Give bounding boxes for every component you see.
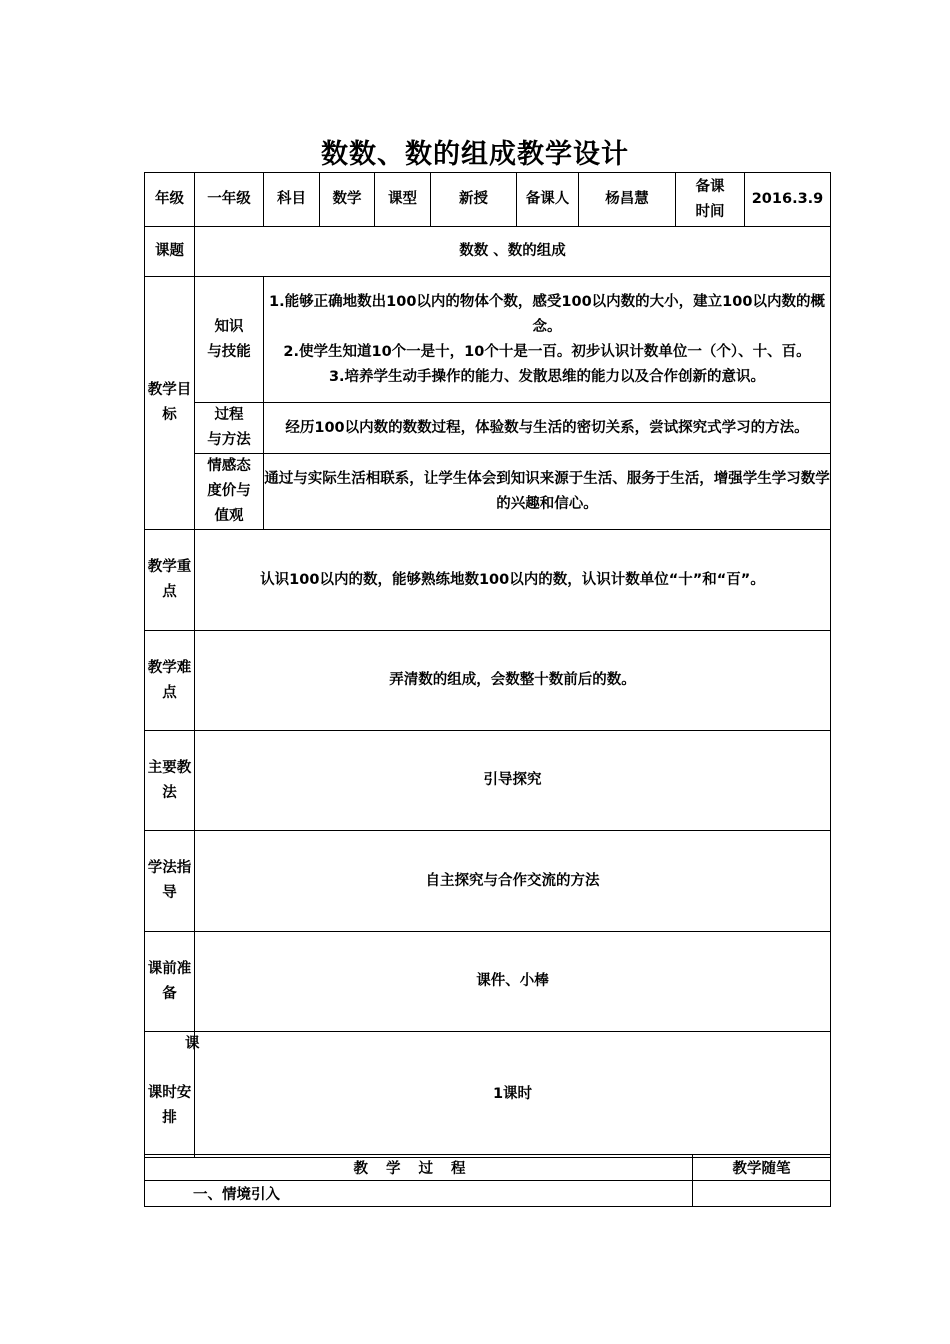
difficulties-value: 弄清数的组成，会数整十数前后的数。 [195,631,831,731]
preparation-value: 课件、小棒 [195,932,831,1032]
emotion-content: 通过与实际生活相联系，让学生体会到知识来源于生活、服务于生活，增强学生学习数学的兴趣和信心。 [264,454,831,530]
process-method-content: 经历100以内数的数数过程，体验数与生活的密切关系，尝试探究式学习的方法。 [264,403,831,454]
preparer-label: 备课人 [517,173,579,227]
lesson-plan-table [144,172,831,1158]
knowledge-label: 知识 与技能 [195,277,264,403]
process-method-label: 过程 与方法 [195,403,264,454]
schedule-label: 课时安排 [145,1032,195,1158]
process-table [144,1154,831,1207]
key-points-label: 教学重点 [145,530,195,631]
document-title: 数数、数的组成教学设计 [321,139,629,170]
notes-cell [693,1181,831,1207]
topic-row [145,227,831,277]
objectives-label: 教学目标 [145,277,195,530]
prep-time-label: 备课 时间 [676,173,745,227]
difficulties-row [145,631,831,731]
methods-label: 主要教法 [145,731,195,831]
schedule-row [145,1032,831,1158]
guidance-value: 自主探究与合作交流的方法 [195,831,831,932]
subject-label: 科目 [264,173,320,227]
methods-value: 引导探究 [195,731,831,831]
header-row [145,173,831,227]
methods-row [145,731,831,831]
key-points-value: 认识100以内的数，能够熟练地数100以内的数，认识计数单位“十”和“百”。 [195,530,831,631]
preparation-row [145,932,831,1032]
schedule-extra-char: 课 [185,1036,200,1052]
prep-time-value: 2016.3.9 [745,173,831,227]
notes-label: 教学随笔 [693,1155,831,1181]
process-header-row [145,1155,831,1181]
preparer-value: 杨昌慧 [579,173,676,227]
objective-emotion-row [145,454,831,530]
grade-label: 年级 [145,173,195,227]
guidance-row [145,831,831,932]
subject-value: 数学 [320,173,375,227]
objective-knowledge-row [145,277,831,403]
preparation-label: 课前准备 [145,932,195,1032]
process-label: 教学过程 [145,1155,693,1181]
guidance-label: 学法指导 [145,831,195,932]
topic-label: 课题 [145,227,195,277]
lesson-type-label: 课型 [375,173,431,227]
emotion-label: 情感态 度价与 值观 [195,454,264,530]
knowledge-content: 1.能够正确地数出100以内的物体个数，感受100以内数的大小，建立100以内数的概念。 2.使学生知道10个一是十，10个十是一百。初步认识计数单位一（个）、十、百。 3.培养学生动手操作的能力、发散思维的能力以及合作创新的意识。 [264,277,831,403]
process-section-row [145,1181,831,1207]
topic-value: 数数 、数的组成 [195,227,831,277]
lesson-type-value: 新授 [431,173,517,227]
section-intro: 一、情境引入 [145,1181,693,1207]
difficulties-label: 教学难点 [145,631,195,731]
objective-process-row [145,403,831,454]
grade-value: 一年级 [195,173,264,227]
key-points-row [145,530,831,631]
schedule-value: 1课时 [195,1032,831,1158]
